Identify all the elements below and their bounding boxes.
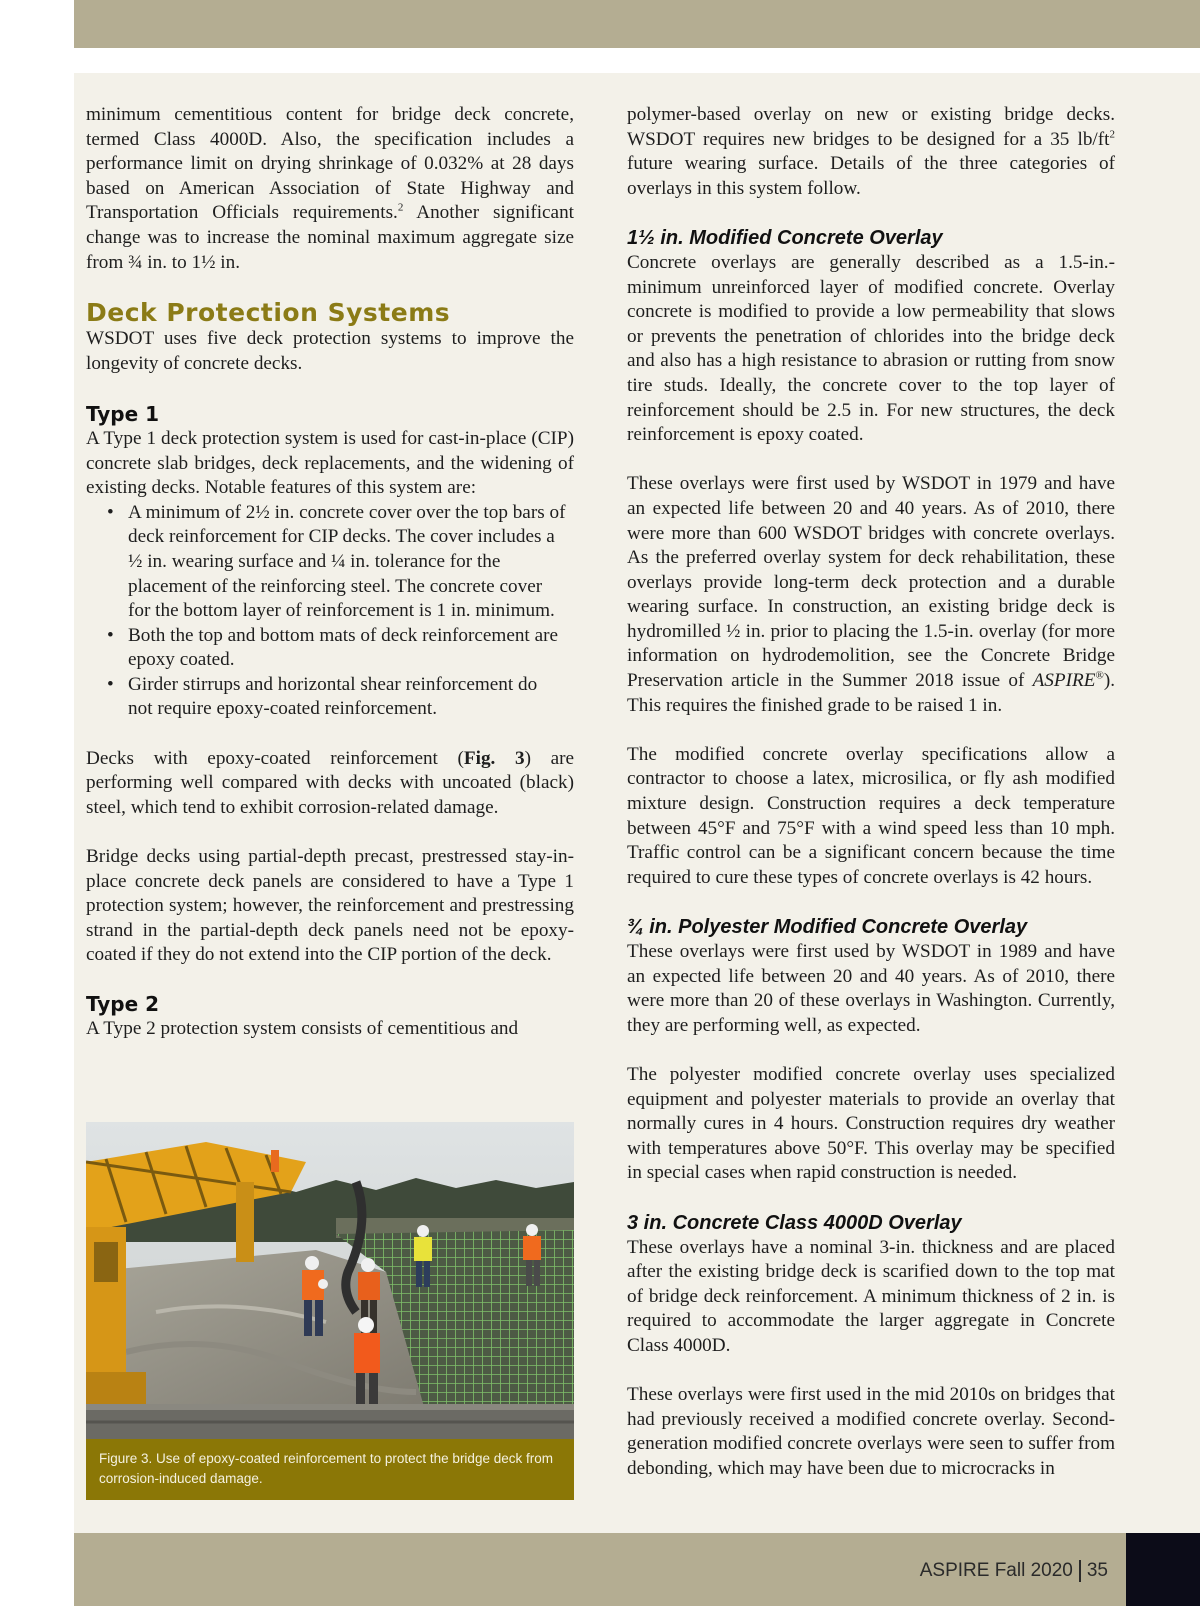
construction-photo (86, 1122, 574, 1439)
figure-3 (86, 1122, 574, 1500)
type2-intro: A Type 2 protection system consists of cementitious and (86, 1018, 519, 1039)
right-column (627, 103, 1115, 1481)
list-item: • Girder stirrups and horizontal shear reinforcement do not require epoxy-coated reinforcement. (107, 673, 538, 720)
overlay3-paragraph-2: These overlays were first used in the mid 2010s on bridges that had previously received a modified concrete overlay. Second-generation modified concrete overlays were seen to suffer from debonding, which may have been due to microcracks in (627, 1384, 1115, 1479)
magazine-name: ASPIRE (1032, 670, 1096, 692)
type1-bullet-list (86, 501, 574, 722)
magazine-issue: ASPIRE Fall 2020 (919, 1560, 1073, 1581)
figure-reference: Fig. 3 (463, 747, 525, 769)
folio-divider (1079, 1560, 1081, 1582)
right-intro-paragraph: polymer-based overlay on new or existing bridge decks. WSDOT requires new bridges to be designed for a 35 $lb/ft^2$ future wearing surface. Details of the three categories of overlays in this system follow. (627, 104, 1115, 199)
figure-caption: Figure 3. Use of epoxy-coated reinforcement to protect the bridge deck from corrosion-induced damage. (86, 1439, 574, 1500)
overlay2-heading: ¾ in. Polyester Modified Concrete Overlay (627, 916, 1028, 938)
left-column (86, 103, 574, 1042)
overlay1-paragraph-2: These overlays were first used by WSDOT in 1979 and have an expected life between 20 and 40 years. As of 2010, there were more than 600 WSDOT bridges with concrete overlays. As the preferred overlay system for deck rehabilitation, these overlays provide long-term deck protection and a durable wearing surface. In construction, an existing bridge deck is hydromilled ½ in. prior to placing the 1.5-in. overlay (for more information on hydrodemolition, see the Concrete Bridge Preservation article in the Summer 2018 issue of ASPIRE®). This requires the finished grade to be raised 1 in. (627, 473, 1115, 716)
overlay1-paragraph-1: Concrete overlays are generally described as a 1.5-in.-minimum unreinforced layer of modified concrete. Overlay concrete is modified to provide a low permeability that slows or prevents the penetration of chlorides into the bridge deck and also has a high resistance to abrasion or rutting from snow tire studs. Ideally, the concrete cover to the top layer of reinforcement should be 2.5 in. For new structures, the deck reinforcement is epoxy coated. (627, 251, 1115, 446)
type1-intro: A Type 1 deck protection system is used for cast-in-place (CIP) concrete slab bridges, deck replacements, and the widening of existing decks. Notable features of this system are: (86, 427, 574, 499)
overlay1-heading: 1½ in. Modified Concrete Overlay (627, 226, 943, 249)
top-band (74, 0, 1200, 48)
page-folio (920, 1556, 1108, 1586)
type1-heading: Type 1 (86, 401, 160, 426)
overlay2-paragraph-2: The polyester modified concrete overlay uses specialized equipment and polyester materials to provide an overlay that normally cures in 4 hours. Construction requires dry weather with temperatures above 50°F. This overlay may be specified in special cases when rapid construction is needed. (627, 1063, 1115, 1184)
bullet-icon: • (107, 624, 114, 646)
section-intro: WSDOT uses five deck protection systems to improve the longevity of concrete decks. (86, 328, 574, 374)
list-item: • A minimum of 2½ in. concrete cover over the top bars of deck reinforcement for CIP decks. The cover includes a ½ in. wearing surface and ¼ in. tolerance for the placement of the reinforcing steel. The concrete cover for the bottom layer of reinforcement is 1 in. minimum. (107, 501, 566, 622)
bullet-icon: • (107, 673, 114, 695)
registered-mark: ® (1095, 669, 1104, 682)
type2-heading: Type 2 (86, 992, 160, 1016)
overlay1-paragraph-3: The modified concrete overlay specifications allow a contractor to choose a latex, microsilica, or fly ash modified mixture design. Construction requires a deck temperature between 45°F and 75°F with a wind speed less than 10 mph. Traffic control can be a significant concern because the time required to cure these types of concrete overlays is 42 hours. (627, 743, 1115, 888)
page-number: 35 (1086, 1560, 1108, 1581)
footnote-marker: 2 (397, 201, 404, 214)
bullet-icon: • (107, 501, 114, 523)
footer-corner-block (1126, 1533, 1200, 1606)
type1-paragraph-panels: Bridge decks using partial-depth precast, prestressed stay-in-place concrete deck panels are considered to have a Type 1 protection system; however, the reinforcement and prestressing strand in the partial-depth deck panels need not be epoxy-coated if they do not extend into the CIP portion of the deck. (86, 846, 574, 966)
superscript-two: 2 (1109, 128, 1115, 141)
overlay2-paragraph-1: These overlays were first used by WSDOT in 1989 and have an expected life between 20 and 40 years. As of 2010, there were more than 20 of these overlays in Washington. Currently, they are performing well, as expected. (627, 941, 1115, 1036)
type1-paragraph-epoxy: Decks with epoxy-coated reinforcement (Fig. 3) are performing well compared with decks with uncoated (black) steel, which tend to exhibit corrosion-related damage. (86, 747, 575, 818)
overlay3-heading: 3 in. Concrete Class 4000D Overlay (627, 1211, 962, 1234)
intro-paragraph: minimum cementitious content for bridge deck concrete, termed Class 4000D. Also, the specification includes a performance limit on drying shrinkage of 0.032% at 28 days based on American Association of State Highway and Transportation Officials requirements.$^2$ Another significant change was to increase the nominal maximum aggregate size from ¾ in. to 1½ in. (86, 104, 574, 273)
overlay3-paragraph-1: These overlays have a nominal 3-in. thickness and are placed after the existing bridge deck is scarified down to the top mat of bridge deck reinforcement. A minimum thickness of 2 in. is required to accommodate the larger aggregate in Concrete Class 4000D. (627, 1236, 1115, 1356)
list-item: • Both the top and bottom mats of deck reinforcement are epoxy coated. (107, 624, 558, 671)
section-heading: Deck Protection Systems (86, 298, 451, 328)
